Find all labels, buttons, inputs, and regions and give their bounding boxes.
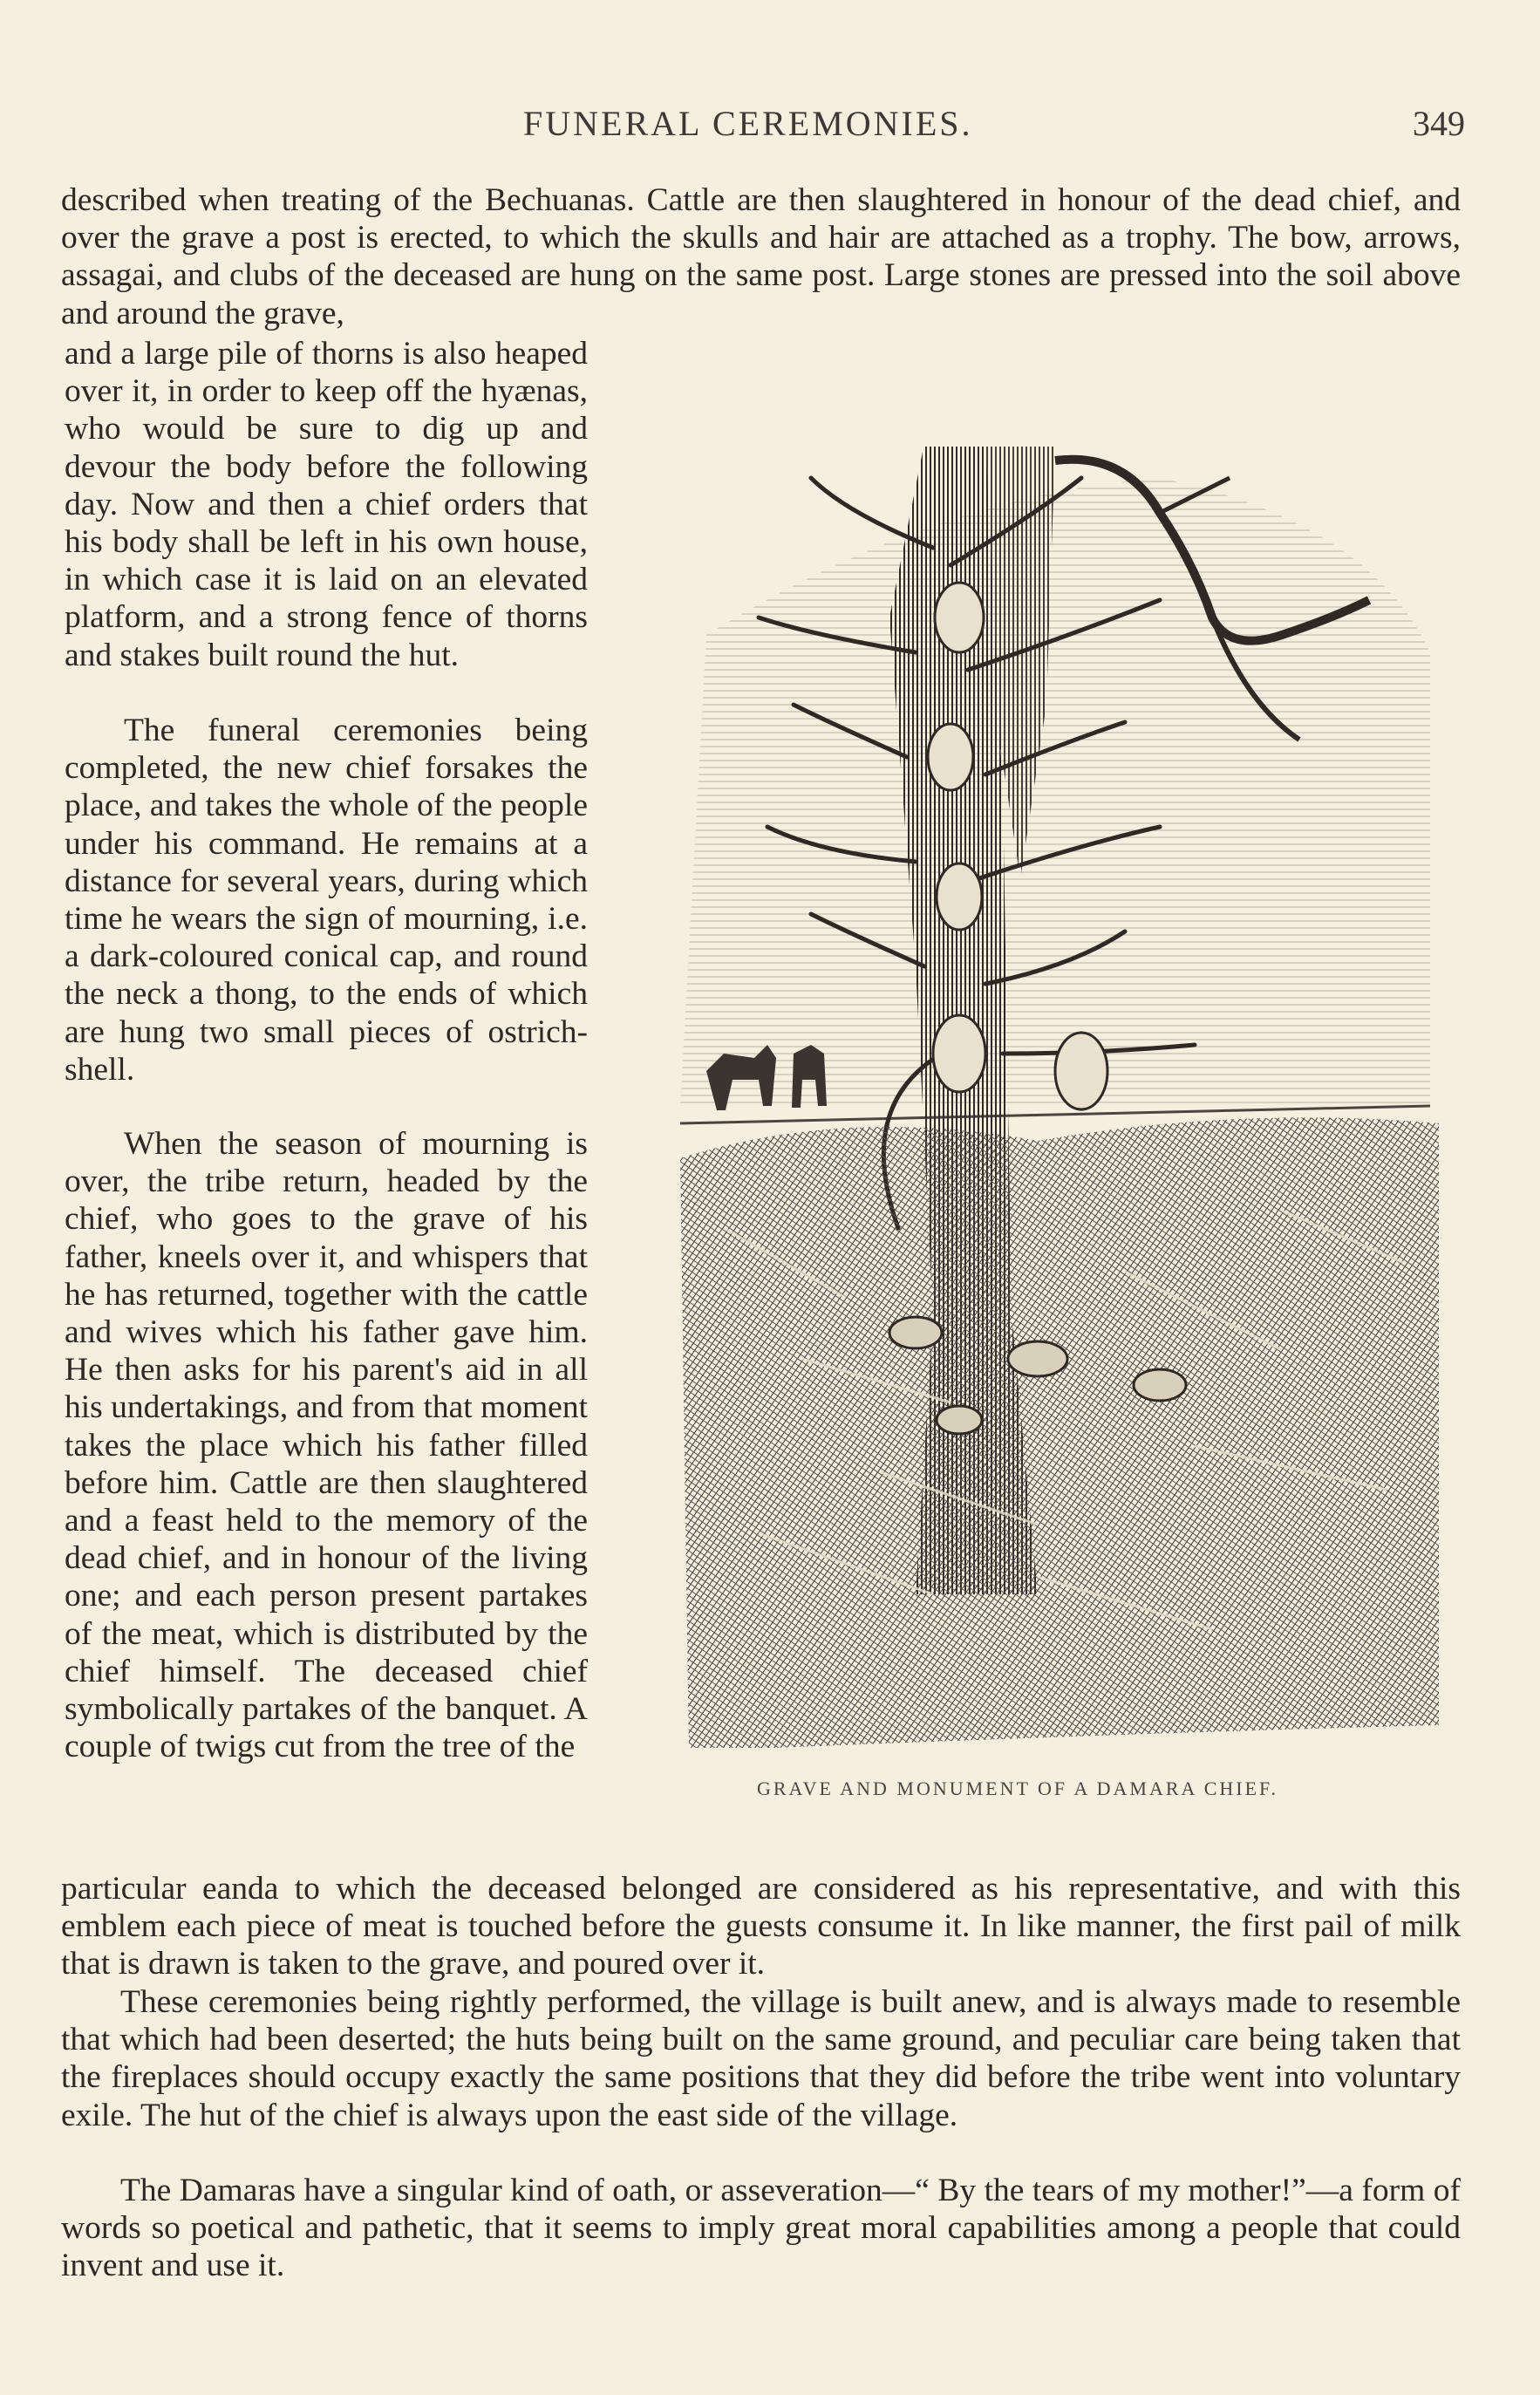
paragraph-oath: The Damaras have a singular kind of oath, or asseveration—“ By the tears of my mother!”—a form of words so poetical and pathetic, that it seems to imply great moral capabilities among a people that could invent and use it. [61,2173,1461,2284]
engraving-figure [671,443,1443,1751]
paragraph-eanda: particular eanda to which the deceased belonged are considered as his representative, and with this emblem each piece of meat is touched before the guests consume it. In like manner, the first pail of milk that is drawn is taken to the grave, and poured over it. [61,1871,1461,1982]
column-paragraph-return: When the season of mourning is over, the tribe return, headed by the chief, who goes to the grave of his father, kneels over it, and whispers that he has returned, together with the cattle and wives which his father gave him. He then asks for his parent's aid in all his undertakings, and from that moment takes the place which his father filled before him. Cattle are then slaughtered and a feast held to the memory of the dead chief, and in honour of the living one; and each person present partakes of the meat, which is distributed by the chief himself. The deceased chief symbolically partakes of the banquet. A couple of twigs cut from the tree of the [65,1126,588,1765]
thorn-pile [680,1117,1439,1751]
grave-monument-engraving [671,443,1443,1751]
paragraph-intro: described when treating of the Bechuanas. Cattle are then slaughtered in honour of the dead chief, and over the grave a post is erected, to which the skulls and hair are attached as a trophy. The bow, arrows, assagai, and clubs of the deceased are hung on the same post. Large stones are pressed into the soil above and around the grave, [61,182,1461,331]
running-head [0,103,1540,147]
page-number: 349 [1413,104,1465,143]
column-paragraph-thorns: and a large pile of thorns is also heaped over it, in order to keep off the hyænas, who would be sure to dig up and devour the body before the following day. Now and then a chief orders that his body shall be left in his own house, in which case it is laid on an elevated platform, and a strong fence of thorns and stakes built round the hut. [65,336,588,673]
running-title: FUNERAL CEREMONIES. [523,104,973,143]
sky-hatching [680,478,1430,1106]
paragraph-village: These ceremonies being rightly performed, the village is built anew, and is always made to resemble that which had been deserted; the huts being built on the same ground, and peculiar care being taken that the fireplaces should occupy exactly the same positions that they did before the tribe went into voluntary exile. The hut of the chief is always upon the east side of the village. [61,1984,1461,2133]
column-paragraph-mourning: The funeral ceremonies being completed, the new chief forsakes the place, and takes the whole of the people under his command. He remains at a distance for several years, during which time he wears the sign of mourning, i.e. a dark-coloured conical cap, and round the neck a thong, to the ends of which are hung two small pieces of ostrich-shell. [65,713,588,1088]
figure-caption: GRAVE AND MONUMENT OF A DAMARA CHIEF. [757,1777,1278,1799]
